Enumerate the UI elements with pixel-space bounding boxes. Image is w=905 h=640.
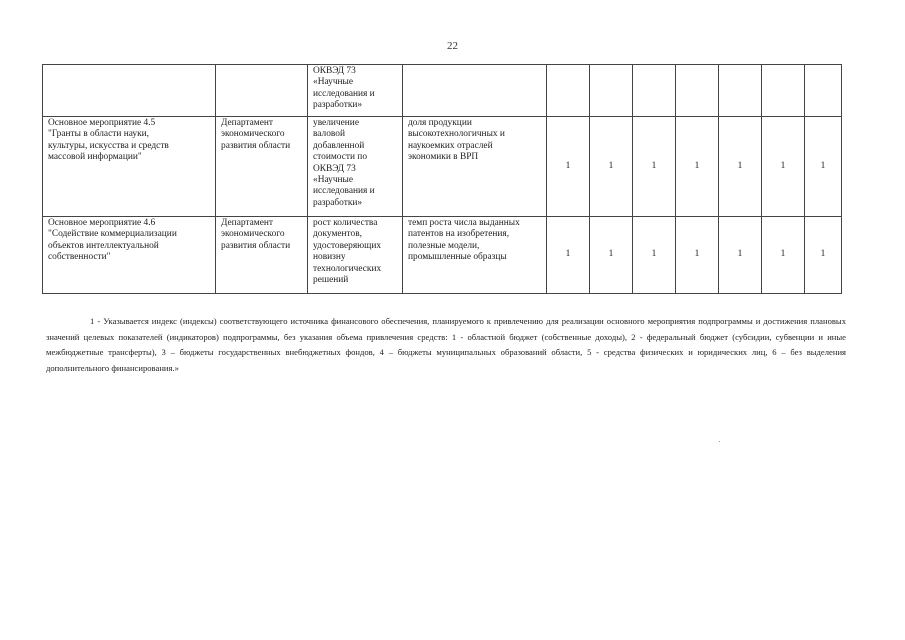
scan-speck [719,441,720,442]
indicator-line: наукоемких отраслей [408,140,493,151]
indicator-line: темп роста числа выданных [408,218,520,228]
result-line: добавленной [313,140,365,151]
executor-line: экономического [221,229,285,240]
result-line: увеличение [313,118,359,128]
executor-line: развития области [221,140,291,151]
funding-source-cell: 1 [633,117,676,217]
executor-line: развития области [221,240,291,251]
funding-source-cell: 1 [762,217,805,294]
result-line: технологических [313,263,382,274]
program-events-table [42,64,842,294]
executor-line: экономического [221,129,285,140]
funding-source-cell: 1 [590,217,633,294]
funding-source-cell [676,65,719,117]
funding-source-cell: 1 [590,117,633,217]
indicator-line: экономики в ВРП [408,152,479,163]
event-line: объектов интеллектуальной [48,240,159,251]
event-line: Основное мероприятие 4.5 [48,118,156,128]
indicator-cell [403,65,547,117]
event-line: Основное мероприятие 4.6 [48,218,156,228]
result-cell [308,117,403,217]
result-line: валовой [313,129,345,140]
funding-source-cell: 1 [805,117,842,217]
footnote: 1 - Указывается индекс (индексы) соответствующего источника финансового обеспечения, планируемого к привлечению для реализации основного мероприятия подпрограммы и достижения плановых значений целевых показателей (индикаторов) подпрограммы, без указания объема привлечения средств: 1 - областной бюджет (собственные доходы), 2 - федеральный бюджет (субсидии, субвенции и иные межбюджетные трансферты), 3 – бюджеты государственных внебюджетных фондов, 4 – бюджеты муниципальных образований области, 5 - средства физических и юридических лиц, 6 – без выделения дополнительного финансирования.» [46,316,846,373]
event-line: культуры, искусства и средств [48,140,169,151]
table-row [43,117,842,217]
result-cell [308,217,403,294]
indicator-line: доля продукции [408,118,472,128]
funding-source-cell: 1 [805,217,842,294]
event-cell [43,217,216,294]
result-line: разработки» [313,100,363,111]
funding-source-cell [719,65,762,117]
funding-source-cell: 1 [547,117,590,217]
funding-source-cell: 1 [719,117,762,217]
executor-cell [216,217,308,294]
result-line: ОКВЭД 73 [313,163,356,174]
result-cell [308,65,403,117]
event-line: массовой информации" [48,152,142,163]
funding-source-cell: 1 [762,117,805,217]
result-line: решений [313,275,349,286]
funding-source-cell [805,65,842,117]
funding-source-cell [547,65,590,117]
event-line: собственности" [48,252,111,263]
executor-line: Департамент [221,118,273,128]
indicator-line: промышленные образцы [408,252,507,263]
result-line: стоимости по [313,152,368,163]
result-line: удостоверяющих [313,240,382,251]
executor-cell [216,117,308,217]
result-line: исследования и [313,186,375,197]
funding-source-cell: 1 [719,217,762,294]
page-number: 22 [447,40,458,52]
indicator-cell [403,217,547,294]
indicator-cell [403,117,547,217]
result-line: рост количества [313,218,378,228]
event-cell [43,117,216,217]
result-line: ОКВЭД 73 [313,66,356,76]
result-line: «Научные [313,77,354,88]
indicator-line: высокотехнологичных и [408,129,505,140]
table-row [43,217,842,294]
result-line: «Научные [313,175,354,186]
executor-line: Департамент [221,218,273,228]
event-line: "Содействие коммерциализации [48,229,177,240]
funding-source-cell: 1 [547,217,590,294]
executor-cell [216,65,308,117]
funding-source-cell: 1 [676,117,719,217]
result-line: новизну [313,252,346,263]
funding-source-cell [633,65,676,117]
result-line: разработки» [313,197,363,208]
event-cell [43,65,216,117]
result-line: исследования и [313,88,375,99]
table-row [43,65,842,117]
result-line: документов, [313,229,362,240]
funding-source-cell [762,65,805,117]
indicator-line: патентов на изобретения, [408,229,510,240]
funding-source-cell [590,65,633,117]
funding-source-cell: 1 [676,217,719,294]
event-line: "Гранты в области науки, [48,129,150,140]
funding-source-cell: 1 [633,217,676,294]
indicator-line: полезные модели, [408,240,480,251]
